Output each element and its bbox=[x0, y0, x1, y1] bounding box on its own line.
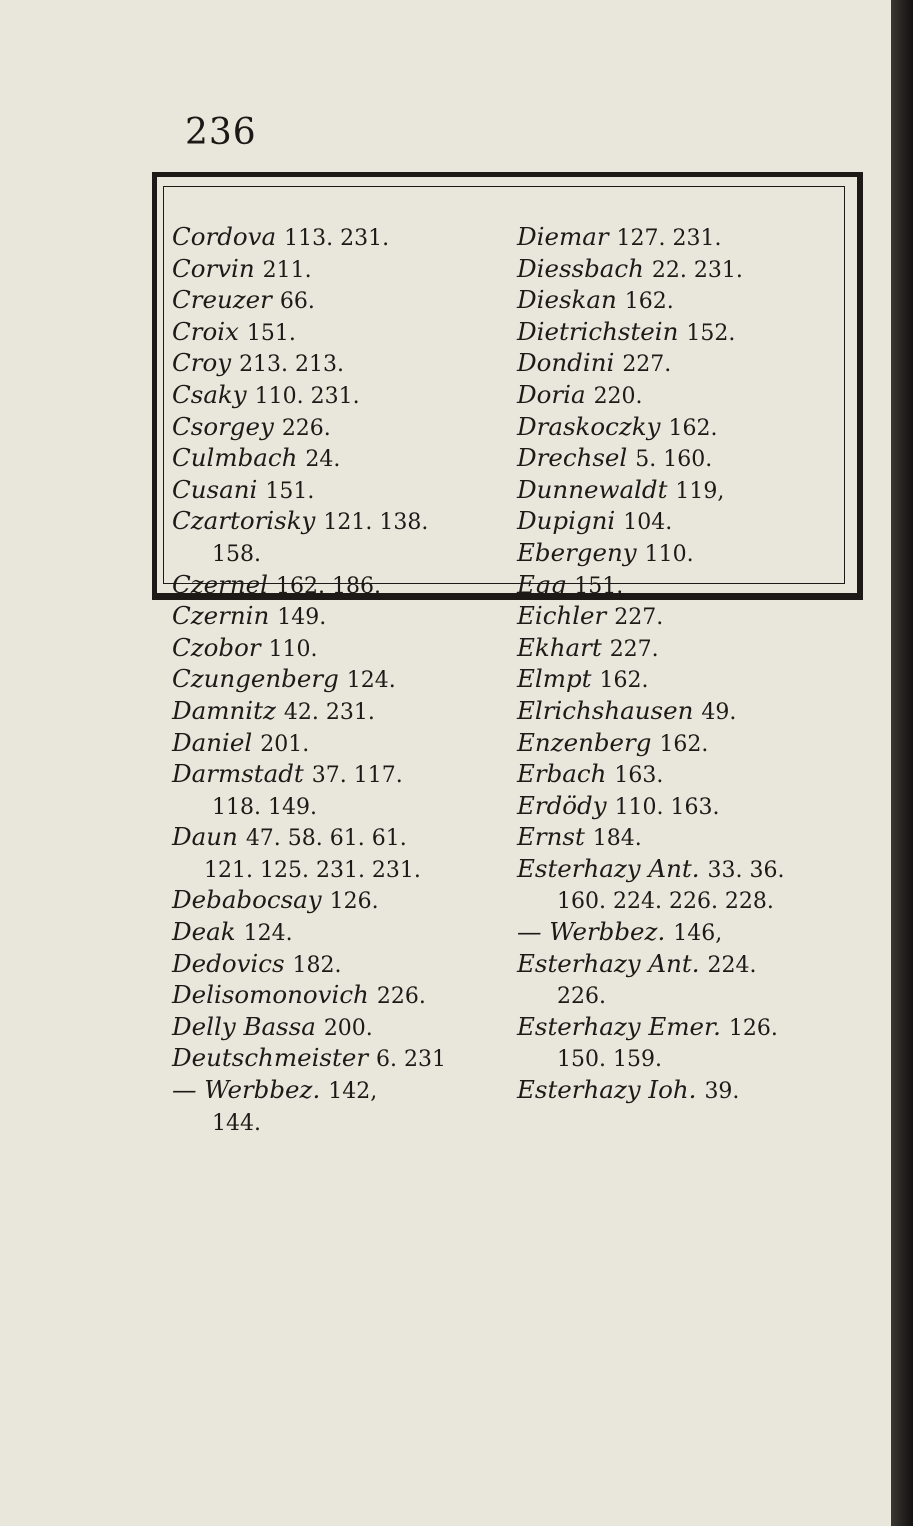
entry-name: Esterhazy Ioh. bbox=[517, 1075, 697, 1105]
entry-pages: 110. 231. bbox=[254, 383, 360, 409]
entry-pages: 163. bbox=[614, 763, 664, 789]
entry-name: Czernel bbox=[172, 569, 268, 599]
index-entry bbox=[517, 475, 847, 507]
index-entry bbox=[172, 728, 502, 760]
index-entry bbox=[517, 412, 847, 444]
index-entry bbox=[517, 633, 847, 665]
entry-name: Diemar bbox=[517, 222, 609, 251]
index-entry bbox=[172, 570, 502, 602]
entry-pages: 37. 117. bbox=[311, 763, 403, 789]
entry-pages: 119, bbox=[675, 478, 725, 504]
entry-pages: 42. 231. bbox=[283, 699, 375, 725]
entry-name: Esterhazy Ant. bbox=[517, 948, 700, 978]
index-entry bbox=[172, 854, 502, 886]
index-entry bbox=[517, 601, 847, 633]
entry-name: Culmbach bbox=[172, 443, 298, 473]
index-entry bbox=[172, 601, 502, 633]
entry-pages: 149. bbox=[277, 605, 327, 631]
index-entry bbox=[172, 696, 502, 728]
index-entry bbox=[517, 791, 847, 823]
index-entry bbox=[517, 1043, 847, 1075]
entry-name: Eichler bbox=[517, 601, 607, 631]
index-column-right bbox=[517, 222, 847, 1107]
entry-name: Erdödy bbox=[517, 790, 607, 820]
entry-pages: 162. 186. bbox=[275, 573, 381, 599]
entry-pages: 24. bbox=[305, 447, 341, 473]
entry-name: Deutschmeister bbox=[172, 1043, 369, 1073]
entry-name: Daun bbox=[172, 822, 238, 852]
entry-pages: 227. bbox=[614, 605, 664, 631]
entry-pages: 150. 159. bbox=[557, 1047, 662, 1073]
entry-pages: 124. bbox=[243, 921, 293, 947]
index-entry bbox=[172, 1107, 502, 1139]
entry-pages: 113. 231. bbox=[284, 226, 390, 251]
index-entry bbox=[172, 980, 502, 1012]
entry-pages: 66. bbox=[279, 289, 315, 315]
index-entry bbox=[517, 822, 847, 854]
entry-pages: 152. bbox=[686, 320, 736, 346]
index-column-left bbox=[172, 222, 502, 1138]
entry-name: Dunnewaldt bbox=[517, 474, 668, 504]
index-entry bbox=[517, 285, 847, 317]
entry-name: Czungenberg bbox=[172, 664, 339, 694]
index-entry bbox=[172, 917, 502, 949]
entry-pages: 200. bbox=[323, 1015, 373, 1041]
index-entry bbox=[517, 380, 847, 412]
entry-name: Creuzer bbox=[172, 285, 272, 315]
entry-name: Corvin bbox=[172, 253, 255, 283]
entry-name: — Werbbez. bbox=[172, 1075, 321, 1105]
entry-pages: 227. bbox=[622, 352, 672, 378]
entry-name: Dietrichstein bbox=[517, 316, 679, 346]
entry-pages: 110. bbox=[644, 541, 694, 567]
index-entry bbox=[517, 317, 847, 349]
entry-name: Delisomonovich bbox=[172, 980, 369, 1010]
entry-name: Csorgey bbox=[172, 411, 274, 441]
entry-name: Esterhazy Ant. bbox=[517, 853, 700, 883]
index-entry bbox=[172, 1043, 502, 1075]
entry-name: Diessbach bbox=[517, 253, 644, 283]
entry-name: Czernin bbox=[172, 601, 270, 631]
entry-pages: 104. bbox=[623, 510, 673, 536]
entry-pages: 47. 58. 61. 61. bbox=[245, 826, 407, 852]
entry-pages: 227. bbox=[609, 636, 659, 662]
index-entry bbox=[172, 317, 502, 349]
entry-pages: 224. bbox=[707, 952, 757, 978]
page-number: 236 bbox=[185, 112, 257, 153]
index-entry bbox=[172, 759, 502, 791]
entry-pages: 146, bbox=[673, 921, 723, 947]
entry-pages: 118. 149. bbox=[212, 794, 317, 820]
index-entry bbox=[172, 506, 502, 538]
index-entry bbox=[517, 885, 847, 917]
index-entry bbox=[172, 822, 502, 854]
index-entry bbox=[172, 443, 502, 475]
entry-pages: 226. bbox=[376, 984, 426, 1010]
index-entry bbox=[517, 1012, 847, 1044]
entry-name: Dieskan bbox=[517, 285, 617, 315]
entry-pages: 211. bbox=[262, 257, 312, 283]
entry-pages: 151. bbox=[246, 320, 296, 346]
index-entry bbox=[172, 475, 502, 507]
entry-pages: 158. bbox=[212, 541, 261, 567]
entry-pages: 121. 125. 231. 231. bbox=[204, 857, 421, 883]
index-entry bbox=[517, 570, 847, 602]
entry-pages: 162. bbox=[599, 668, 649, 694]
index-entry bbox=[172, 664, 502, 696]
index-entry bbox=[517, 443, 847, 475]
entry-name: Debabocsay bbox=[172, 885, 322, 915]
entry-name: Czobor bbox=[172, 632, 261, 662]
entry-name: Czartorisky bbox=[172, 506, 316, 536]
entry-name: Dondini bbox=[517, 348, 615, 378]
entry-pages: 22. 231. bbox=[651, 257, 743, 283]
next-page-edge bbox=[891, 0, 913, 1526]
entry-name: Egg bbox=[517, 569, 567, 599]
entry-pages: 126. bbox=[329, 889, 379, 915]
entry-name: Drechsel bbox=[517, 443, 628, 473]
entry-pages: 182. bbox=[292, 952, 342, 978]
entry-pages: 162. bbox=[668, 415, 718, 441]
entry-name: Croy bbox=[172, 348, 232, 378]
entry-pages: 226. bbox=[557, 984, 606, 1010]
entry-pages: 110. 163. bbox=[614, 794, 720, 820]
entry-name: Elrichshausen bbox=[517, 695, 694, 725]
entry-pages: 151. bbox=[574, 573, 624, 599]
index-entry bbox=[517, 854, 847, 886]
index-entry bbox=[517, 222, 847, 254]
index-entry bbox=[517, 1075, 847, 1107]
entry-name: Croix bbox=[172, 316, 239, 346]
index-entry bbox=[517, 696, 847, 728]
index-entry bbox=[172, 538, 502, 570]
entry-name: Deak bbox=[172, 917, 236, 947]
index-entry bbox=[517, 538, 847, 570]
index-entry bbox=[172, 633, 502, 665]
entry-pages: 142, bbox=[328, 1079, 378, 1105]
entry-name: Doria bbox=[517, 379, 586, 409]
entry-name: Csaky bbox=[172, 379, 247, 409]
entry-name: Ernst bbox=[517, 822, 585, 852]
entry-name: — Werbbez. bbox=[517, 917, 666, 947]
index-entry bbox=[517, 728, 847, 760]
entry-name: Ebergeny bbox=[517, 537, 637, 567]
entry-pages: 151. bbox=[265, 478, 315, 504]
entry-name: Dupigni bbox=[517, 506, 616, 536]
entry-name: Elmpt bbox=[517, 664, 592, 694]
entry-pages: 144. bbox=[212, 1110, 261, 1136]
entry-name: Erbach bbox=[517, 759, 607, 789]
entry-pages: 220. bbox=[593, 383, 643, 409]
index-entry bbox=[172, 1075, 502, 1107]
entry-pages: 6. 231 bbox=[376, 1047, 447, 1073]
entry-name: Draskoczky bbox=[517, 411, 661, 441]
entry-pages: 184. bbox=[592, 826, 642, 852]
index-entry bbox=[517, 348, 847, 380]
entry-pages: 126. bbox=[728, 1015, 778, 1041]
entry-name: Esterhazy Emer. bbox=[517, 1011, 721, 1041]
entry-name: Enzenberg bbox=[517, 727, 652, 757]
index-entry bbox=[172, 885, 502, 917]
entry-name: Cusani bbox=[172, 474, 258, 504]
entry-name: Daniel bbox=[172, 727, 253, 757]
entry-pages: 124. bbox=[346, 668, 396, 694]
entry-name: Delly Bassa bbox=[172, 1011, 316, 1041]
index-entry bbox=[172, 412, 502, 444]
index-entry bbox=[172, 1012, 502, 1044]
entry-pages: 127. 231. bbox=[616, 226, 722, 251]
entry-pages: 162. bbox=[624, 289, 674, 315]
index-entry bbox=[517, 664, 847, 696]
index-entry bbox=[172, 791, 502, 823]
index-entry bbox=[517, 980, 847, 1012]
index-entry bbox=[172, 380, 502, 412]
entry-pages: 160. 224. 226. 228. bbox=[557, 889, 774, 915]
index-entry bbox=[517, 917, 847, 949]
entry-pages: 39. bbox=[704, 1079, 740, 1105]
index-entry bbox=[517, 949, 847, 981]
index-entry bbox=[517, 506, 847, 538]
entry-name: Damnitz bbox=[172, 695, 276, 725]
entry-pages: 162. bbox=[659, 731, 709, 757]
entry-pages: 5. 160. bbox=[635, 447, 713, 473]
entry-name: Ekhart bbox=[517, 632, 602, 662]
entry-pages: 226. bbox=[281, 415, 331, 441]
index-entry bbox=[517, 759, 847, 791]
entry-pages: 49. bbox=[701, 699, 737, 725]
entry-pages: 121. 138. bbox=[323, 510, 429, 536]
entry-pages: 201. bbox=[260, 731, 310, 757]
index-entry bbox=[517, 254, 847, 286]
index-entry bbox=[172, 222, 502, 254]
entry-pages: 33. 36. bbox=[707, 857, 785, 883]
entry-name: Cordova bbox=[172, 222, 277, 251]
entry-pages: 110. bbox=[268, 636, 318, 662]
index-entry bbox=[172, 949, 502, 981]
index-entry bbox=[172, 348, 502, 380]
entry-name: Darmstadt bbox=[172, 759, 304, 789]
entry-pages: 213. 213. bbox=[239, 352, 345, 378]
index-entry bbox=[172, 285, 502, 317]
index-entry bbox=[172, 254, 502, 286]
entry-name: Dedovics bbox=[172, 948, 285, 978]
